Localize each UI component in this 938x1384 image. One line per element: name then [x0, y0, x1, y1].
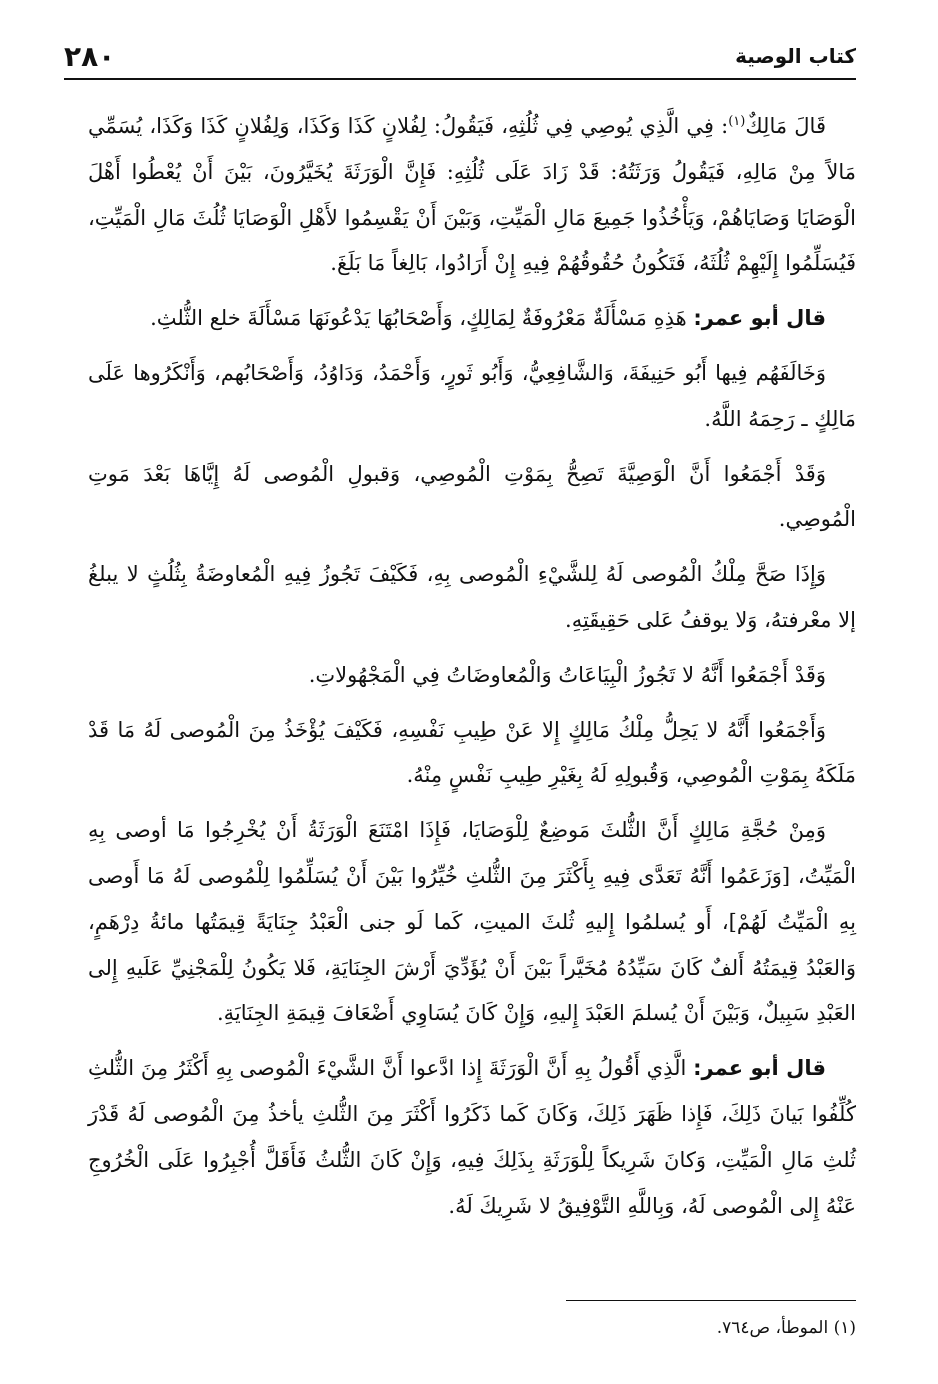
paragraph	[88, 552, 856, 644]
paragraph-text: وَإِذَا صَحَّ مِلْكُ الْمُوصى لَهُ لِلشَّيْءِ الْمُوصى بِهِ، فَكَيْفَ تَجُوزُ فِيهِ الْمُعاوضَةُ بِثُلُثٍ لا يبلغُ إلا معْرفتهُ، وَلا يوقفُ عَلى حَقِيقَتِهِ.	[88, 562, 856, 632]
footnote-reference: (١)	[728, 114, 746, 129]
speaker-lead: قال أبو عمر:	[693, 306, 826, 331]
running-title: كتاب الوصية	[735, 44, 856, 68]
paragraph-text: وَخَالَفَهُم فِيها أَبُو حَنِيفَةَ، وَالشَّافِعِيُّ، وَأَبُو ثَورٍ، وَأَحْمَدُ، وَدَاوُدُ، وَأَصْحَابُهم، وَأَنْكَرُوها عَلَى مَالِكٍ ـ رَحِمَهُ اللَّهُ.	[88, 360, 856, 431]
main-text	[88, 104, 856, 1238]
paragraph	[88, 296, 856, 342]
footnote: (١) الموطأ، ص٧٦٤.	[716, 1318, 856, 1338]
paragraph	[88, 653, 856, 699]
paragraph-text: : فِي الَّذِي يُوصِي فِي ثُلُثِهِ، فَيَقُولُ: لِفُلانٍ كَذَا وَكَذَا، وَلِفُلانٍ كَذَا وَكَذَا، يُسَمِّي مَالاً مِنْ مَالِهِ، فَيَقُولُ وَرَثَتُهُ: قَدْ زَادَ عَلَى ثُلُثِهِ: فَإِنَّ الْوَرَثَةَ يُخَيَّرُونَ، بَيْنَ أَنْ يُعْطُوا أَهْلَ الْوَصَايَا وَصَايَاهُمْ، وَيَأْخُذُوا جَمِيعَ مَالِ الْمَيِّتِ، وَبَيْنَ أَنْ يَقْسِمُوا لأَهْلِ الْوَصَايَا ثُلُثَ مَالِ الْمَيِّتِ، فَيُسَلِّمُوا إِلَيْهِمْ ثُلُثَهُ، فَتَكُونُ حُقُوقُهُمْ فِيهِ إِنْ أَرَادُوا، بَالِغاً مَا بَلَغَ.	[88, 114, 856, 276]
paragraph-text: قَالَ مَالِكٌ	[745, 114, 826, 138]
paragraph-text: وَمِنْ حُجَّةِ مَالِكٍ أَنَّ الثُّلثَ مَوضِعٌ لِلْوَصَايَا، فَإِذَا امْتَنَعَ الْوَرَثَةُ أَنْ يُخْرِجُوا مَا أوصى بِهِ الْمَيِّتُ، [وَزَعَمُوا أَنَّهُ تَعَدَّى فِيهِ بِأَكْثَرَ مِنَ الثُّلثِ خُيِّرُوا بَيْنَ أَنْ يُسَلِّمُوا لِلْمُوصى لَهُ مَا أَوصى بِهِ الْمَيِّتُ لَهُمْ]، أَو يُسلمُوا إِليهِ ثُلثَ الميتِ، كَما لَو جنى الْعَبْدُ جِنَايَةً قِيمَتُها مائةُ دِرْهَمٍ، وَالعَبْدُ قِيمَتُهُ أَلفٌ كَانَ سَيِّدُهُ مُخَيَّراً بَيْنَ أَنْ يُؤَدِّيَ أَرْشَ الجِنَايَةِ، فَلا يَكُونُ لِلْمَجْنِيِّ عَلَيهِ إِلى العَبْدِ سَبِيلٌ، وَبَيْنَ أَنْ يُسلمَ العَبْدَ إِليهِ، وَإِنْ كَانَ يُسَاوِي أَضْعَافَ قِيمَةِ الجِنَايَةِ.	[88, 818, 856, 1026]
page-header	[64, 34, 856, 80]
paragraph	[88, 104, 856, 287]
speaker-lead: قال أبو عمر:	[693, 1056, 826, 1081]
paragraph	[88, 452, 856, 544]
paragraph	[88, 808, 856, 1037]
page-number: ٢٨٠	[64, 39, 116, 73]
footnote-divider	[566, 1300, 856, 1301]
paragraph	[88, 351, 856, 443]
paragraph	[88, 1046, 856, 1229]
paragraph-text: الَّذِي أَقُولُ بِهِ أَنَّ الْوَرَثَةَ إِذا ادَّعوا أَنَّ الشَّيْءَ الْمُوصى بِهِ أَكْثَرُ مِنَ الثُّلثِ كُلِّفُوا بَيانَ ذَلِكَ، فَإِذا ظَهَرَ ذَلِكَ، وَكَانَ كَما ذَكَرُوا أَكْثَرَ مِنَ الثُّلثِ يأخذُ مِنَ الْمُوصى لَهُ قَدْرَ ثُلثِ مَالِ الْمَيِّتِ، وَكانَ شَرِيكاً لِلْوَرَثَةِ بِذَلِكَ فِيهِ، وَإِنْ كَانَ الثُّلثُ فَأَقَلَّ أُجْبِرُوا عَلَى الْخُرُوجِ عَنْهُ إِلى الْمُوصى لَهُ، وَبِاللَّهِ التَّوْفِيقُ لا شَرِيكَ لَهُ.	[88, 1056, 856, 1218]
paragraph-text: وَأَجْمَعُوا أَنَّهُ لا يَحِلُّ مِلْكُ مَالِكٍ إِلا عَنْ طِيبِ نَفْسِهِ، فَكَيْفَ يُؤْخَذُ مِنَ الْمُوصى لَهُ مَا قَدْ مَلَكَهُ بِمَوْتِ الْمُوصِي، وَقُبولِهِ لَهُ بِغَيْرِ طِيبِ نَفْسٍ مِنْهُ.	[88, 717, 856, 788]
paragraph-text: وَقَدْ أَجْمَعُوا أَنَّ الْوَصِيَّةَ تَصِحُّ بِمَوْتِ الْمُوصِي، وَقبولِ الْمُوصى لَهُ إِيَّاهَا بَعْدَ مَوتِ الْمُوصِي.	[88, 461, 856, 532]
paragraph	[88, 708, 856, 800]
paragraph-text: وَقَدْ أَجْمَعُوا أَنَّهُ لا تَجُوزُ الْبِيَاعَاتُ وَالْمُعاوضَاتُ فِي الْمَجْهُولاتِ.	[308, 662, 826, 687]
paragraph-text: هَذِهِ مَسْأَلَةٌ مَعْرُوفَةٌ لِمَالِكٍ، وَأَصْحَابُهَا يَدْعُونَهَا مَسْأَلَةَ خلع الثُّلثِ.	[150, 306, 694, 331]
